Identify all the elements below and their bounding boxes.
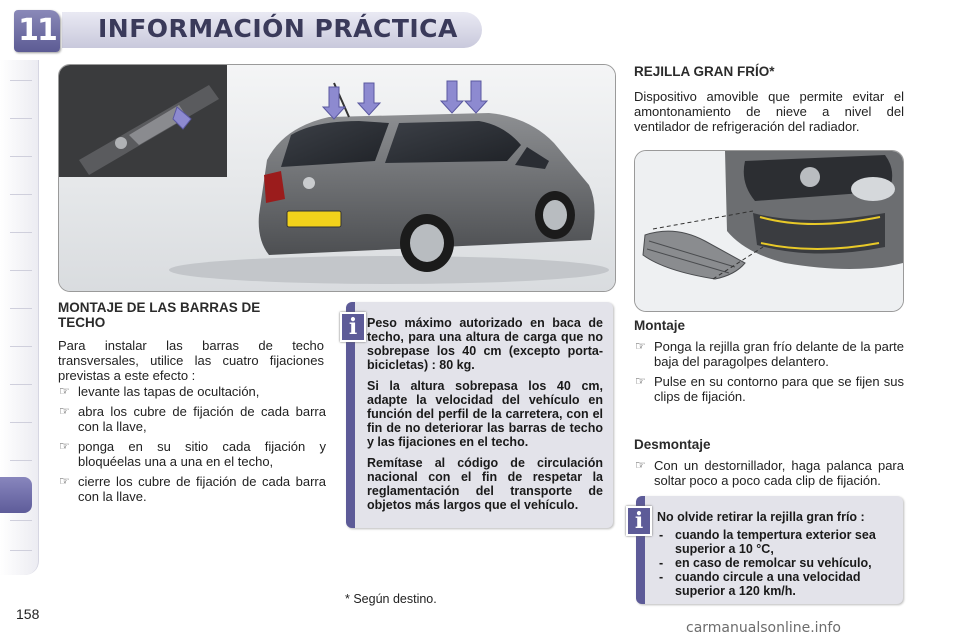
cold-grille-title: REJILLA GRAN FRÍO* bbox=[634, 64, 775, 79]
list-item: ☞ Pulse en su contorno para que se fijen sus clips de fijación. bbox=[635, 374, 904, 404]
pointing-hand-icon: ☞ bbox=[635, 458, 646, 472]
grille-reminder-info-box bbox=[636, 496, 903, 604]
list-item: ☞ cierre los cubre de fijación de cada barra con la llave. bbox=[59, 474, 326, 504]
license-plate bbox=[287, 211, 341, 227]
info-paragraph: Remítase al código de circulación nacional con el fin de respetar la reglamentación del transporte de objetos más largos que el vehículo. bbox=[367, 456, 603, 512]
removal-title: Desmontaje bbox=[634, 437, 711, 452]
brand-logo bbox=[800, 167, 820, 187]
pointing-hand-icon: ☞ bbox=[635, 374, 646, 388]
fitting-title: Montaje bbox=[634, 318, 686, 333]
info-icon: i bbox=[340, 312, 366, 342]
list-item: ☞ ponga en su sitio cada fijación y bloquéelas una a una en el techo, bbox=[59, 439, 326, 469]
list-item: ☞ abra los cubre de fijación de cada barra con la llave, bbox=[59, 404, 326, 434]
front-bumper-drawing bbox=[635, 151, 903, 311]
roof-bars-intro: Para instalar las barras de techo transversales, utilice las cuatro fijaciones previstas a este efecto : bbox=[58, 338, 324, 383]
roof-bars-illustration bbox=[58, 64, 616, 292]
info-paragraph: Si la altura sobrepasa los 40 cm, adapte la velocidad del vehículo en función del perfil de la carretera, con el fin de no deteriorar las barras de techo y las fijaciones en el techo. bbox=[367, 379, 603, 449]
footnote: * Según destino. bbox=[345, 592, 437, 606]
watermark: carmanualsonline.info bbox=[686, 620, 841, 636]
roof-load-info-box bbox=[346, 302, 613, 528]
list-item: ☞ Ponga la rejilla gran frío delante de la parte baja del paragolpes delantero. bbox=[635, 339, 904, 369]
pointing-hand-icon: ☞ bbox=[59, 384, 70, 398]
list-item: ☞ levante las tapas de ocultación, bbox=[59, 384, 260, 399]
cold-grille-description: Dispositivo amovible que permite evitar el amontonamiento de nieve a nivel del ventilador de refrigeración del radiador. bbox=[634, 89, 904, 134]
list-item: - en caso de remolcar su vehículo, bbox=[659, 556, 872, 570]
chapter-tab-active[interactable] bbox=[0, 477, 32, 513]
pointing-hand-icon: ☞ bbox=[635, 339, 646, 353]
removal-steps bbox=[634, 458, 904, 493]
info-box-title: No olvide retirar la rejilla gran frío : bbox=[657, 510, 865, 524]
grille-reminder-list bbox=[657, 528, 895, 598]
list-item: - cuando circule a una velocidad superior a 120 km/h. bbox=[659, 570, 861, 598]
cold-grille-illustration bbox=[634, 150, 904, 312]
info-paragraph: Peso máximo autorizado en baca de techo, para una altura de carga que no sobrepase los 40 cm (excepto porta-bicicletas) : 80 kg. bbox=[367, 316, 603, 372]
fitting-steps bbox=[634, 339, 904, 409]
pointing-hand-icon: ☞ bbox=[59, 404, 70, 418]
page-title: INFORMACIÓN PRÁCTICA bbox=[98, 14, 458, 43]
car-rear-drawing bbox=[59, 65, 615, 291]
roof-bars-steps bbox=[58, 384, 326, 509]
info-icon: i bbox=[626, 506, 652, 536]
list-item: - cuando la tempertura exterior sea superior a 10 °C, bbox=[659, 528, 876, 556]
pointing-hand-icon: ☞ bbox=[59, 474, 70, 488]
chapter-number: 11 bbox=[14, 10, 60, 52]
list-item: ☞ Con un destornillador, haga palanca para soltar poco a poco cada clip de fijación. bbox=[635, 458, 904, 488]
pointing-hand-icon: ☞ bbox=[59, 439, 70, 453]
roof-bars-title: MONTAJE DE LAS BARRAS DE TECHO bbox=[58, 300, 261, 330]
page-number: 158 bbox=[16, 606, 40, 622]
